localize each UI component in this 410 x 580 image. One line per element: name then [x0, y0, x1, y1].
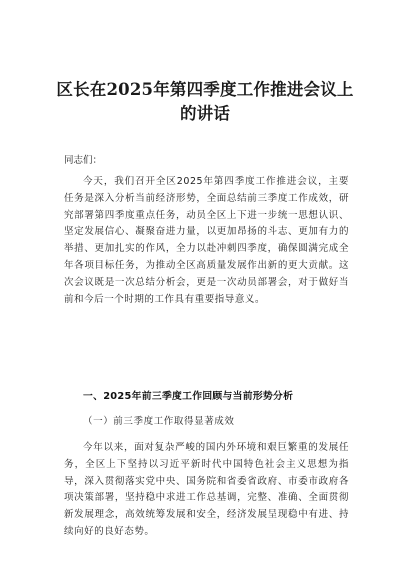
subsection-heading: （一）前三季度工作取得显著成效	[83, 416, 235, 427]
document-title-line-1: 区长在2025年第四季度工作推进会议上	[56, 80, 354, 99]
document-title-line-2: 的讲话	[179, 104, 231, 123]
document-title	[40, 78, 370, 126]
opening-paragraph: 今天，我们召开全区2025年第四季度工作推进会议，主要任务是深入分析当前经济形势，全面总结前三季度工作成效，研究部署第四季度重点任务，动员全区上下进一步统一思想认识、坚定发展信心、凝聚奋进力量，以更加昂扬的斗志、更加有力的举措、更加扎实的作风，全力以赴冲刺四季度，确保圆满完成全年各项目标任务，为推动全区高质量发展作出新的更大贡献。这次会议既是一次总结分析会，更是一次动员部署会，对于做好当前和今后一个时期的工作具有重要指导意义。	[64, 176, 349, 305]
review-paragraph: 今年以来，面对复杂严峻的国内外环境和艰巨繁重的发展任务，全区上下坚持以习近平新时代中国特色社会主义思想为指导，深入贯彻落实党中央、国务院和省委省政府、市委市政府各项决策部署，坚持稳中求进工作总基调，完整、准确、全面贯彻新发展理念，高效统筹发展和安全，经济发展呈现稳中有进、持续向好的良好态势。	[64, 442, 349, 537]
salutation: 同志们：	[64, 155, 103, 166]
section-heading: 一、2025年前三季度工作回顾与当前形势分析	[83, 391, 294, 402]
